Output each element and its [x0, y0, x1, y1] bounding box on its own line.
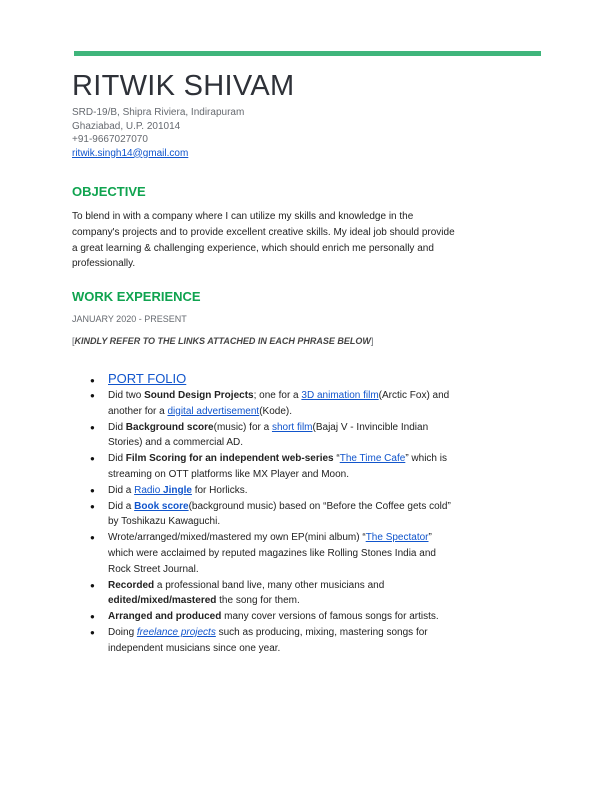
- short-film-link[interactable]: short film: [271, 421, 313, 433]
- list-item: ● Wrote/arranged/mixed/mastered my own EP(mini album) “The Spectator” which were acclaimed by reputed magazines like Rolling Stones India and Rock Street Journal.: [72, 530, 457, 577]
- freelance-projects-link[interactable]: freelance projects: [136, 626, 216, 638]
- email-link[interactable]: ritwik.singh14@gmail.com: [72, 147, 189, 159]
- list-item: ● Did a Radio Jingle for Horlicks.: [72, 483, 457, 499]
- address-line-1: SRD-19/B, Shipra Riviera, Indirapuram: [72, 107, 245, 118]
- book-score-link[interactable]: Book score: [134, 500, 189, 512]
- list-item: ● Did a Book score(background music) based on “Before the Coffee gets cold” by Toshikazu Kawaguchi.: [72, 499, 457, 531]
- the-spectator-link[interactable]: The Spectator: [365, 532, 429, 544]
- objective-text: To blend in with a company where I can utilize my skills and knowledge in the company's projects and to provide excellent creative skills. My ideal job should provide a great learning & challenging experience, which should enrich me personally and professionally.: [72, 211, 455, 270]
- list-item: [72, 370, 457, 388]
- objective-heading: OBJECTIVE: [72, 184, 146, 199]
- list-item: ● Did Background score(music) for a short film(Bajaj V - Invincible Indian Stories) and a commercial AD.: [72, 420, 457, 452]
- address-line-2: Ghaziabad, U.P. 201014: [72, 120, 181, 132]
- digital-advertisement-link[interactable]: digital advertisement: [167, 405, 260, 417]
- radio-jingle-link[interactable]: Radio Jingle: [134, 484, 192, 496]
- portfolio-link[interactable]: PORT FOLIO: [108, 371, 187, 386]
- list-item: ● Doing freelance projects such as producing, mixing, mastering songs for independent musicians since one year.: [72, 625, 457, 657]
- contact-block: [72, 106, 244, 160]
- list-item: ● Recorded a professional band live, many other musicians and edited/mixed/mastered the song for them.: [72, 578, 457, 610]
- experience-list: [72, 370, 457, 657]
- list-item: ● Arranged and produced many cover versions of famous songs for artists.: [72, 609, 457, 625]
- links-note: [KINDLY REFER TO THE LINKS ATTACHED IN EACH PHRASE BELOW]: [72, 336, 374, 346]
- job-date-range: JANUARY 2020 - PRESENT: [72, 314, 187, 324]
- work-experience-heading: WORK EXPERIENCE: [72, 289, 201, 304]
- phone-number: +91-9667027070: [72, 134, 148, 145]
- header-accent-bar: [74, 51, 541, 56]
- time-cafe-link[interactable]: The Time Cafe: [339, 453, 406, 465]
- list-item: ● Did Film Scoring for an independent web-series “The Time Cafe” which is streaming on OTT platforms like MX Player and Moon.: [72, 451, 457, 483]
- list-item: ● Did two Sound Design Projects; one for a 3D animation film(Arctic Fox) and another for a digital advertisement(Kode).: [72, 388, 457, 420]
- candidate-name: RITWIK SHIVAM: [72, 70, 295, 102]
- 3d-animation-film-link[interactable]: 3D animation film: [301, 390, 379, 401]
